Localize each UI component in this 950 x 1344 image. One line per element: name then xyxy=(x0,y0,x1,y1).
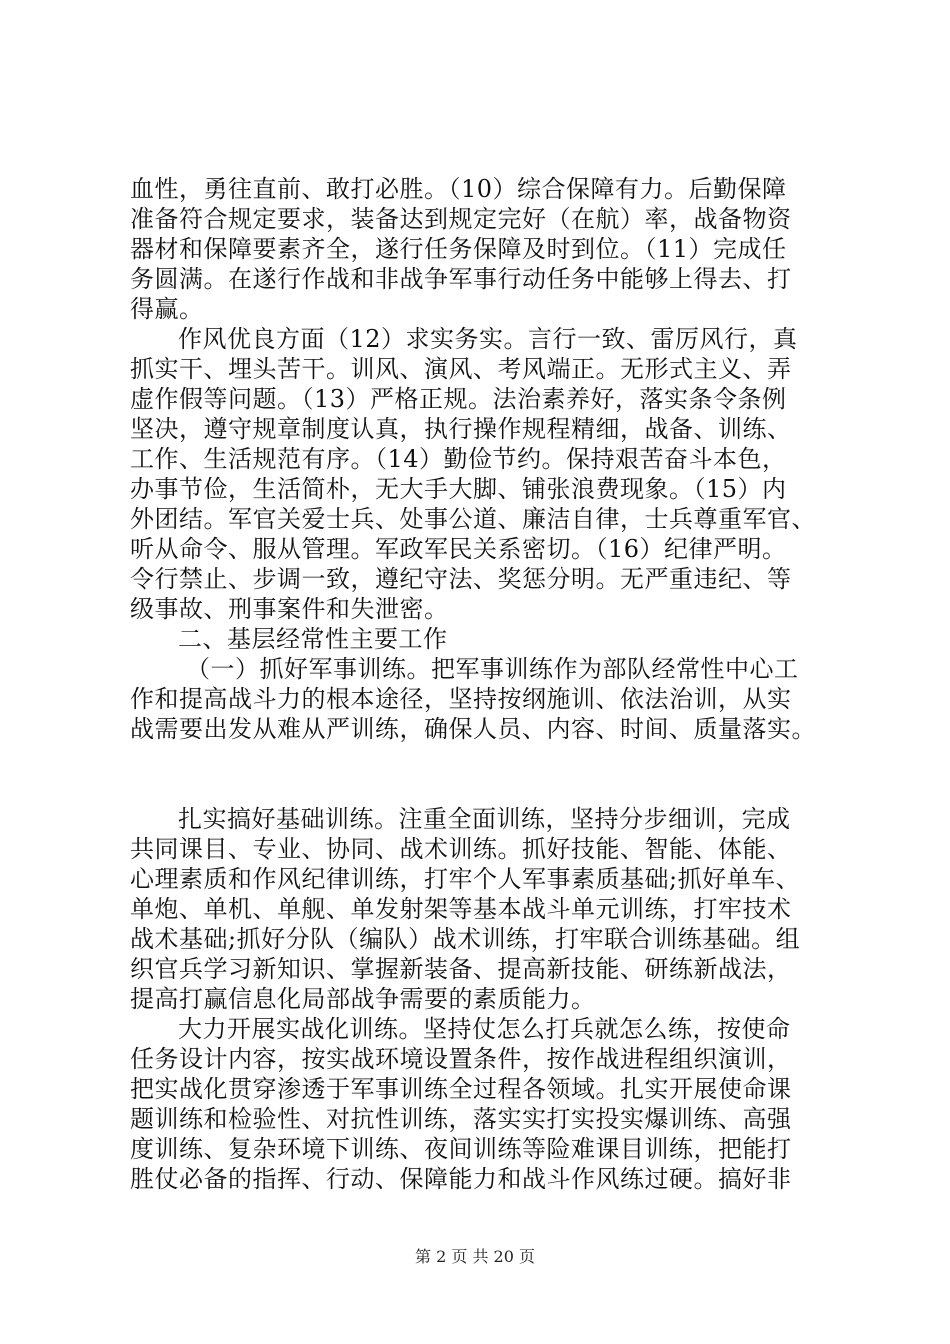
text-line: 虚作假等问题。（13）严格正规。法治素养好，落实条令条例 xyxy=(130,385,787,413)
text-line: 器材和保障要素齐全，遂行任务保障及时到位。（11）完成任 xyxy=(130,235,787,263)
text-line: 把实战化贯穿渗透于军事训练全过程各领域。扎实开展使命课 xyxy=(130,1075,792,1103)
text-line: 得赢。 xyxy=(130,295,204,323)
text-line: 题训练和检验性、对抗性训练，落实实打实投实爆训练、高强 xyxy=(130,1105,792,1133)
document-body xyxy=(130,174,830,1194)
text-line: 令行禁止、步调一致，遵纪守法、奖惩分明。无严重违纪、等 xyxy=(130,565,792,593)
text-line: 务圆满。在遂行作战和非战争军事行动任务中能够上得去、打 xyxy=(130,265,792,293)
text-line: 战需要出发从难从严训练，确保人员、内容、时间、质量落实。 xyxy=(130,715,816,743)
text-line: 织官兵学习新知识、掌握新装备、提高新技能、研练新战法， xyxy=(130,955,792,983)
paragraph-start: 大力开展实战化训练。坚持仗怎么打兵就怎么练，按使命 xyxy=(178,1015,791,1043)
text-line: 共同课目、专业、协同、战术训练。抓好技能、智能、体能、 xyxy=(130,835,792,863)
text-line: 作和提高战斗力的根本途径，坚持按纲施训、依法治训，从实 xyxy=(130,685,792,713)
paragraph-start: 作风优良方面（12）求实务实。言行一致、雷厉风行，真 xyxy=(178,325,798,353)
text-line: 任务设计内容，按实战环境设置条件，按作战进程组织演训， xyxy=(130,1045,792,1073)
text-line: 办事节俭，生活简朴，无大手大脚、铺张浪费现象。（15）内 xyxy=(130,475,787,503)
text-line: 准备符合规定要求，装备达到规定完好（在航）率，战备物资 xyxy=(130,205,792,233)
section-heading: 二、基层经常性主要工作 xyxy=(178,625,448,653)
text-line: 单炮、单机、单舰、单发射架等基本战斗单元训练，打牢技术 xyxy=(130,895,792,923)
text-line: 胜仗必备的指挥、行动、保障能力和战斗作风练过硬。搞好非 xyxy=(130,1165,792,1193)
text-line: 提高打赢信息化局部战争需要的素质能力。 xyxy=(130,985,596,1013)
paragraph-gap xyxy=(130,744,830,804)
text-line: 听从命令、服从管理。军政军民关系密切。（16）纪律严明。 xyxy=(130,535,787,563)
page-footer: 第 2 页 共 20 页 xyxy=(415,1247,535,1266)
text-line: 心理素质和作风纪律训练，打牢个人军事素质基础;抓好单车、 xyxy=(130,865,801,893)
text-line: 战术基础;抓好分队（编队）战术训练，打牢联合训练基础。组 xyxy=(130,925,801,953)
text-line: 度训练、复杂环境下训练、夜间训练等险难课目训练，把能打 xyxy=(130,1135,792,1163)
text-line: 级事故、刑事案件和失泄密。 xyxy=(130,595,449,623)
paragraph-start: 扎实搞好基础训练。注重全面训练，坚持分步细训，完成 xyxy=(178,805,791,833)
text-line: 工作、生活规范有序。（14）勤俭节约。保持艰苦奋斗本色， xyxy=(130,445,787,473)
paragraph-start: （一）抓好军事训练。把军事训练作为部队经常性中心工 xyxy=(186,655,799,683)
text-line: 外团结。军官关爱士兵、处事公道、廉洁自律，士兵尊重军官、 xyxy=(130,505,816,533)
text-line: 血性，勇往直前、敢打必胜。（10）综合保障有力。后勤保障 xyxy=(130,175,787,203)
text-line: 坚决，遵守规章制度认真，执行操作规程精细，战备、训练、 xyxy=(130,415,792,443)
text-line: 抓实干、埋头苦干。训风、演风、考风端正。无形式主义、弄 xyxy=(130,355,792,383)
